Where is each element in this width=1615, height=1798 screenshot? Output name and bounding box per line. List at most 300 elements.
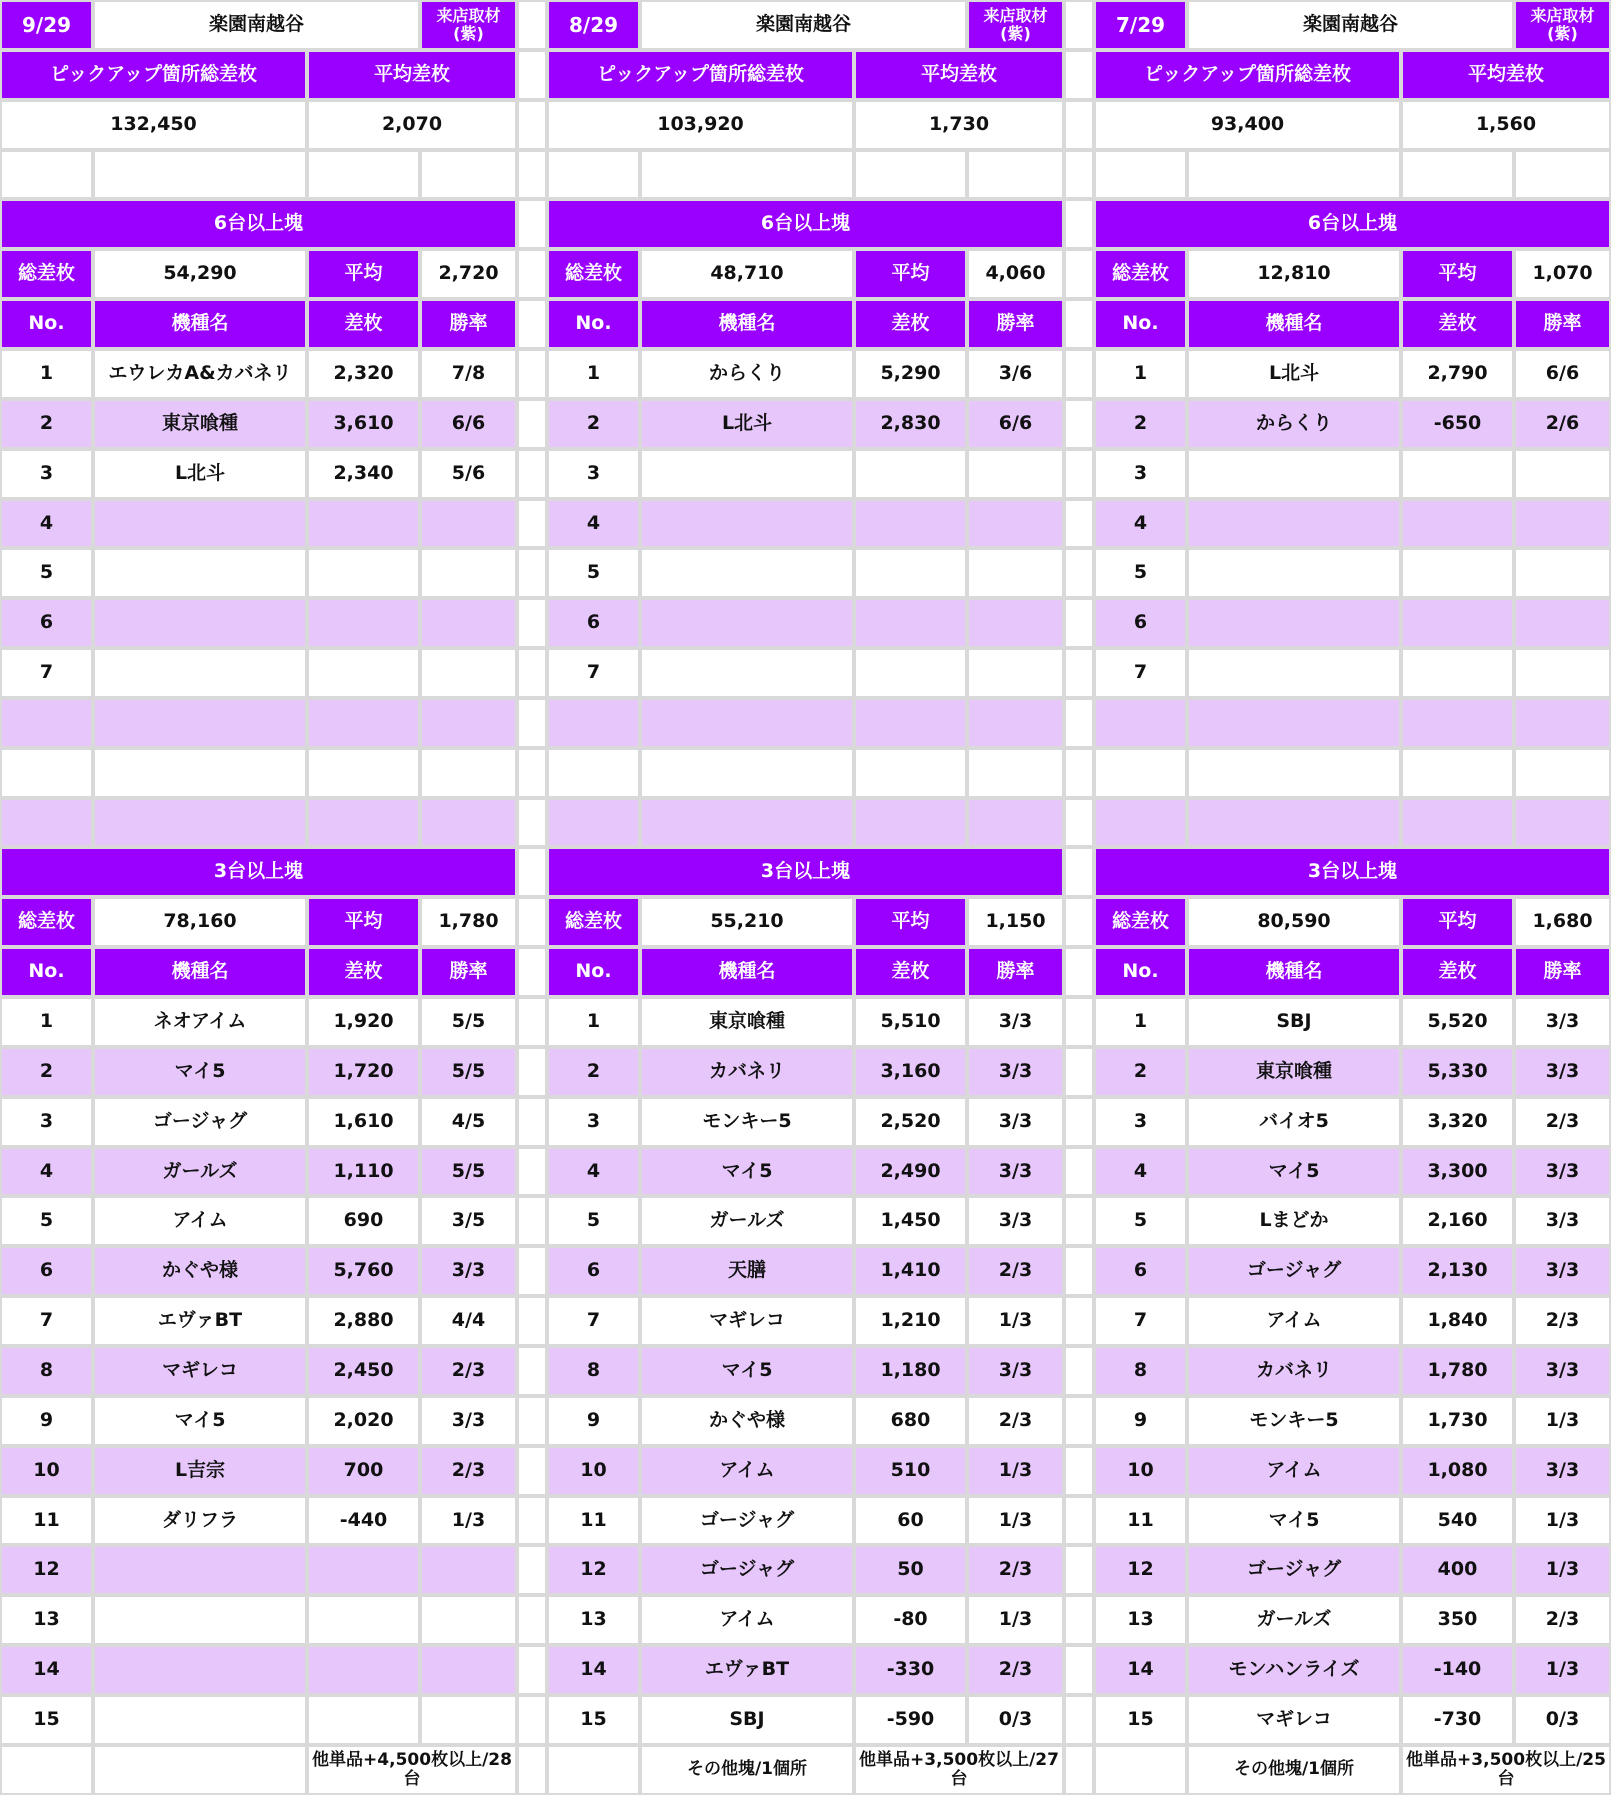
row-no: 13 xyxy=(547,1595,640,1645)
row-diff xyxy=(854,598,967,648)
row-winrate: 1/3 xyxy=(1514,1396,1611,1446)
row-diff: 2,020 xyxy=(307,1396,420,1446)
row-winrate xyxy=(1514,499,1611,548)
row-winrate: 1/3 xyxy=(967,1446,1064,1496)
row-model-name xyxy=(93,548,307,598)
row-diff: 1,720 xyxy=(307,1047,420,1097)
row-no xyxy=(0,698,93,748)
row-diff xyxy=(307,1595,420,1645)
row-model-name: マイ5 xyxy=(1187,1147,1401,1196)
row-winrate xyxy=(420,798,517,847)
pickup-total-header: ピックアップ箇所総差枚 xyxy=(0,50,307,100)
row-model-name xyxy=(1187,449,1401,499)
date-label: 9/29 xyxy=(0,0,93,50)
row-model-name: アイム xyxy=(93,1196,307,1246)
row-winrate xyxy=(967,748,1064,798)
six-plus-avg-label: 平均 xyxy=(1401,249,1514,299)
row-no: 4 xyxy=(0,499,93,548)
row-model-name xyxy=(640,648,854,698)
row-winrate xyxy=(1514,548,1611,598)
row-model-name: アイム xyxy=(640,1446,854,1496)
row-model-name xyxy=(93,1695,307,1745)
row-model-name xyxy=(1187,648,1401,698)
row-model-name: ゴージャグ xyxy=(93,1097,307,1147)
separator-cell xyxy=(1064,1346,1094,1396)
row-diff: 3,160 xyxy=(854,1047,967,1097)
row-diff: 2,340 xyxy=(307,449,420,499)
store-name: 楽園南越谷 xyxy=(640,0,967,50)
panel-separator xyxy=(1064,0,1094,1798)
three-plus-title: 3台以上塊 xyxy=(547,847,1064,897)
row-diff xyxy=(854,798,967,847)
separator-cell xyxy=(1064,1097,1094,1147)
row-no: 7 xyxy=(547,1296,640,1346)
separator-cell xyxy=(1064,249,1094,299)
separator-cell xyxy=(1064,150,1094,199)
row-no: 7 xyxy=(547,648,640,698)
row-model-name: アイム xyxy=(1187,1446,1401,1496)
row-diff xyxy=(1401,798,1514,847)
row-diff: 2,160 xyxy=(1401,1196,1514,1246)
row-winrate xyxy=(967,598,1064,648)
separator-cell xyxy=(517,1396,547,1446)
separator-cell xyxy=(517,1645,547,1695)
column-header-winrate: 勝率 xyxy=(967,299,1064,349)
separator-cell xyxy=(517,847,547,897)
column-header-diff: 差枚 xyxy=(1401,947,1514,997)
row-model-name: ガールズ xyxy=(1187,1595,1401,1645)
row-winrate xyxy=(967,449,1064,499)
row-model-name: マイ5 xyxy=(1187,1496,1401,1545)
separator-cell xyxy=(1064,1496,1094,1545)
row-model-name: 天膳 xyxy=(640,1246,854,1296)
row-model-name: ガールズ xyxy=(93,1147,307,1196)
row-winrate: 5/6 xyxy=(420,449,517,499)
six-plus-total-label: 総差枚 xyxy=(547,249,640,299)
six-plus-total-value: 48,710 xyxy=(640,249,854,299)
row-winrate: 1/3 xyxy=(967,1296,1064,1346)
row-winrate: 6/6 xyxy=(420,399,517,449)
row-model-name xyxy=(640,748,854,798)
row-winrate: 2/3 xyxy=(967,1645,1064,1695)
column-header-no: No. xyxy=(0,947,93,997)
three-plus-total-label: 総差枚 xyxy=(0,897,93,947)
three-plus-avg-value: 1,150 xyxy=(967,897,1064,947)
row-no: 4 xyxy=(0,1147,93,1196)
pickup-total-header: ピックアップ箇所総差枚 xyxy=(1094,50,1401,100)
row-diff: 1,730 xyxy=(1401,1396,1514,1446)
separator-cell xyxy=(517,798,547,847)
row-model-name: マギレコ xyxy=(93,1346,307,1396)
row-diff: 1,110 xyxy=(307,1147,420,1196)
row-winrate: 6/6 xyxy=(967,399,1064,449)
row-diff: 1,840 xyxy=(1401,1296,1514,1346)
separator-cell xyxy=(517,0,547,50)
row-no: 11 xyxy=(547,1496,640,1545)
separator-cell xyxy=(517,1446,547,1496)
row-diff: 1,080 xyxy=(1401,1446,1514,1496)
row-model-name xyxy=(640,449,854,499)
separator-cell xyxy=(1064,1396,1094,1446)
empty-cell xyxy=(307,150,420,199)
separator-cell xyxy=(517,1196,547,1246)
separator-cell xyxy=(517,1346,547,1396)
row-model-name xyxy=(93,598,307,648)
row-no: 1 xyxy=(0,997,93,1047)
row-diff: 2,520 xyxy=(854,1097,967,1147)
row-diff: 1,920 xyxy=(307,997,420,1047)
row-no: 13 xyxy=(0,1595,93,1645)
row-no: 9 xyxy=(1094,1396,1187,1446)
six-plus-avg-label: 平均 xyxy=(307,249,420,299)
row-model-name: L北斗 xyxy=(93,449,307,499)
column-header-winrate: 勝率 xyxy=(420,299,517,349)
row-diff: 1,450 xyxy=(854,1196,967,1246)
row-diff xyxy=(307,598,420,648)
row-diff: 2,830 xyxy=(854,399,967,449)
row-model-name xyxy=(1187,748,1401,798)
row-no: 2 xyxy=(0,399,93,449)
row-winrate: 1/3 xyxy=(1514,1645,1611,1695)
row-model-name: マギレコ xyxy=(1187,1695,1401,1745)
column-header-model: 機種名 xyxy=(1187,947,1401,997)
row-model-name xyxy=(93,1545,307,1595)
row-winrate xyxy=(1514,798,1611,847)
row-no: 8 xyxy=(0,1346,93,1396)
row-model-name: ゴージャグ xyxy=(640,1496,854,1545)
row-diff: 5,520 xyxy=(1401,997,1514,1047)
row-diff: 3,320 xyxy=(1401,1097,1514,1147)
separator-cell xyxy=(517,947,547,997)
separator-cell xyxy=(517,1695,547,1745)
row-no: 2 xyxy=(0,1047,93,1097)
row-winrate xyxy=(1514,648,1611,698)
column-header-winrate: 勝率 xyxy=(1514,299,1611,349)
row-winrate: 7/8 xyxy=(420,349,517,399)
footer-empty-cell xyxy=(1094,1745,1187,1795)
footer-note: 他単品+3,500枚以上/27台 xyxy=(854,1745,1064,1795)
row-no: 6 xyxy=(1094,598,1187,648)
six-plus-avg-label: 平均 xyxy=(854,249,967,299)
row-winrate xyxy=(1514,698,1611,748)
row-model-name xyxy=(93,798,307,847)
avg-diff-header: 平均差枚 xyxy=(854,50,1064,100)
row-model-name: ダリフラ xyxy=(93,1496,307,1545)
row-no: 3 xyxy=(1094,449,1187,499)
row-no: 15 xyxy=(0,1695,93,1745)
row-model-name: カバネリ xyxy=(1187,1346,1401,1396)
column-header-diff: 差枚 xyxy=(854,947,967,997)
row-winrate: 1/3 xyxy=(1514,1496,1611,1545)
column-header-diff: 差枚 xyxy=(307,947,420,997)
separator-cell xyxy=(517,50,547,100)
row-model-name: マイ5 xyxy=(640,1147,854,1196)
row-model-name: SBJ xyxy=(1187,997,1401,1047)
row-winrate xyxy=(967,499,1064,548)
row-winrate xyxy=(967,798,1064,847)
row-winrate: 1/3 xyxy=(1514,1545,1611,1595)
separator-cell xyxy=(517,449,547,499)
source-label: 来店取材(紫) xyxy=(420,0,517,50)
row-no: 14 xyxy=(547,1645,640,1695)
row-diff: -440 xyxy=(307,1496,420,1545)
column-header-winrate: 勝率 xyxy=(420,947,517,997)
row-model-name: バイオ5 xyxy=(1187,1097,1401,1147)
separator-cell xyxy=(1064,748,1094,798)
separator-cell xyxy=(1064,698,1094,748)
three-plus-total-value: 55,210 xyxy=(640,897,854,947)
six-plus-avg-value: 4,060 xyxy=(967,249,1064,299)
row-no: 1 xyxy=(1094,349,1187,399)
row-diff xyxy=(854,748,967,798)
row-model-name: マイ5 xyxy=(640,1346,854,1396)
row-winrate xyxy=(420,1695,517,1745)
row-winrate: 3/3 xyxy=(1514,1246,1611,1296)
row-no: 2 xyxy=(547,1047,640,1097)
row-model-name xyxy=(640,598,854,648)
row-diff: 2,790 xyxy=(1401,349,1514,399)
separator-cell xyxy=(1064,1595,1094,1645)
row-diff: 3,610 xyxy=(307,399,420,449)
row-diff xyxy=(1401,499,1514,548)
row-no: 15 xyxy=(1094,1695,1187,1745)
column-header-model: 機種名 xyxy=(640,299,854,349)
row-diff xyxy=(854,648,967,698)
row-no: 12 xyxy=(547,1545,640,1595)
row-diff xyxy=(307,648,420,698)
row-model-name: マイ5 xyxy=(93,1047,307,1097)
row-diff xyxy=(307,1695,420,1745)
row-model-name: L北斗 xyxy=(640,399,854,449)
separator-cell xyxy=(1064,199,1094,249)
pickup-total-value: 132,450 xyxy=(0,100,307,150)
row-no: 13 xyxy=(1094,1595,1187,1645)
column-header-no: No. xyxy=(1094,947,1187,997)
row-winrate: 5/5 xyxy=(420,1047,517,1097)
row-winrate xyxy=(967,648,1064,698)
avg-diff-header: 平均差枚 xyxy=(307,50,517,100)
separator-cell xyxy=(517,399,547,449)
row-diff xyxy=(1401,548,1514,598)
footer-other-blocks xyxy=(93,1745,307,1795)
separator-cell xyxy=(1064,1695,1094,1745)
row-model-name: モンハンライズ xyxy=(1187,1645,1401,1695)
avg-diff-value: 1,560 xyxy=(1401,100,1611,150)
row-model-name: マイ5 xyxy=(93,1396,307,1446)
empty-cell xyxy=(640,150,854,199)
row-model-name xyxy=(640,548,854,598)
separator-cell xyxy=(1064,598,1094,648)
row-diff: 690 xyxy=(307,1196,420,1246)
report-panel xyxy=(0,0,517,1798)
row-diff: 50 xyxy=(854,1545,967,1595)
row-diff xyxy=(1401,748,1514,798)
three-plus-avg-value: 1,780 xyxy=(420,897,517,947)
column-header-model: 機種名 xyxy=(93,947,307,997)
row-no: 11 xyxy=(1094,1496,1187,1545)
row-winrate xyxy=(420,648,517,698)
store-name: 楽園南越谷 xyxy=(93,0,420,50)
row-diff xyxy=(854,499,967,548)
row-winrate: 3/3 xyxy=(967,1097,1064,1147)
row-diff xyxy=(854,449,967,499)
separator-cell xyxy=(1064,548,1094,598)
three-plus-total-value: 80,590 xyxy=(1187,897,1401,947)
row-diff: -590 xyxy=(854,1695,967,1745)
separator-cell xyxy=(517,150,547,199)
row-diff xyxy=(307,1645,420,1695)
row-model-name xyxy=(640,798,854,847)
row-winrate: 3/3 xyxy=(967,1346,1064,1396)
six-plus-total-label: 総差枚 xyxy=(1094,249,1187,299)
row-model-name: 東京喰種 xyxy=(93,399,307,449)
row-model-name: カバネリ xyxy=(640,1047,854,1097)
six-plus-title: 6台以上塊 xyxy=(1094,199,1611,249)
row-diff xyxy=(307,499,420,548)
row-winrate xyxy=(967,698,1064,748)
row-model-name xyxy=(93,648,307,698)
row-winrate: 3/3 xyxy=(967,997,1064,1047)
separator-cell xyxy=(1064,997,1094,1047)
row-model-name: ゴージャグ xyxy=(1187,1545,1401,1595)
row-winrate: 2/3 xyxy=(420,1346,517,1396)
column-header-winrate: 勝率 xyxy=(967,947,1064,997)
row-no: 15 xyxy=(547,1695,640,1745)
row-model-name: L吉宗 xyxy=(93,1446,307,1496)
row-no: 3 xyxy=(0,1097,93,1147)
row-model-name: エヴァBT xyxy=(93,1296,307,1346)
row-no: 12 xyxy=(1094,1545,1187,1595)
row-diff: 510 xyxy=(854,1446,967,1496)
row-model-name: アイム xyxy=(640,1595,854,1645)
row-model-name: 東京喰種 xyxy=(640,997,854,1047)
footer-empty-cell xyxy=(547,1745,640,1795)
row-model-name xyxy=(93,698,307,748)
row-winrate: 2/3 xyxy=(967,1246,1064,1296)
row-model-name: エウレカA&カバネリ xyxy=(93,349,307,399)
separator-cell xyxy=(1064,1147,1094,1196)
row-diff: 2,450 xyxy=(307,1346,420,1396)
row-winrate: 2/3 xyxy=(420,1446,517,1496)
row-winrate: 3/3 xyxy=(1514,1196,1611,1246)
row-model-name xyxy=(93,1595,307,1645)
row-diff xyxy=(854,548,967,598)
row-winrate: 2/3 xyxy=(1514,1296,1611,1346)
separator-cell xyxy=(517,1097,547,1147)
row-no: 5 xyxy=(1094,548,1187,598)
separator-cell xyxy=(517,1545,547,1595)
row-no xyxy=(0,748,93,798)
footer-note: 他単品+4,500枚以上/28台 xyxy=(307,1745,517,1795)
separator-cell xyxy=(1064,0,1094,50)
six-plus-total-label: 総差枚 xyxy=(0,249,93,299)
row-diff: 3,300 xyxy=(1401,1147,1514,1196)
separator-cell xyxy=(517,598,547,648)
separator-cell xyxy=(1064,1645,1094,1695)
separator-cell xyxy=(517,1496,547,1545)
footer-empty-cell xyxy=(0,1745,93,1795)
row-diff: 1,610 xyxy=(307,1097,420,1147)
row-model-name xyxy=(640,698,854,748)
separator-cell xyxy=(1064,349,1094,399)
row-winrate: 1/3 xyxy=(967,1595,1064,1645)
row-model-name: ネオアイム xyxy=(93,997,307,1047)
row-no: 10 xyxy=(547,1446,640,1496)
row-no: 6 xyxy=(1094,1246,1187,1296)
row-diff: 1,410 xyxy=(854,1246,967,1296)
row-no: 4 xyxy=(1094,1147,1187,1196)
row-winrate: 4/5 xyxy=(420,1097,517,1147)
row-winrate xyxy=(420,1545,517,1595)
row-no: 7 xyxy=(1094,648,1187,698)
empty-cell xyxy=(1401,150,1514,199)
separator-cell xyxy=(517,1047,547,1097)
separator-cell xyxy=(1064,1246,1094,1296)
row-winrate xyxy=(1514,748,1611,798)
row-diff: -650 xyxy=(1401,399,1514,449)
row-diff: 2,130 xyxy=(1401,1246,1514,1296)
row-winrate xyxy=(967,548,1064,598)
row-winrate: 3/6 xyxy=(967,349,1064,399)
row-no: 5 xyxy=(547,1196,640,1246)
column-header-model: 機種名 xyxy=(640,947,854,997)
row-model-name: アイム xyxy=(1187,1296,1401,1346)
separator-cell xyxy=(1064,648,1094,698)
separator-cell xyxy=(517,1595,547,1645)
avg-diff-value: 2,070 xyxy=(307,100,517,150)
separator-cell xyxy=(1064,1047,1094,1097)
six-plus-avg-value: 2,720 xyxy=(420,249,517,299)
row-model-name: Lまどか xyxy=(1187,1196,1401,1246)
footer-other-blocks: その他塊/1個所 xyxy=(1187,1745,1401,1795)
row-model-name: からくり xyxy=(640,349,854,399)
empty-cell xyxy=(854,150,967,199)
row-no: 1 xyxy=(547,997,640,1047)
three-plus-avg-label: 平均 xyxy=(854,897,967,947)
row-winrate: 6/6 xyxy=(1514,349,1611,399)
row-winrate: 3/3 xyxy=(1514,1346,1611,1396)
row-winrate xyxy=(420,698,517,748)
row-no: 3 xyxy=(547,1097,640,1147)
column-header-winrate: 勝率 xyxy=(1514,947,1611,997)
empty-cell xyxy=(967,150,1064,199)
row-no: 4 xyxy=(547,499,640,548)
row-model-name: かぐや様 xyxy=(640,1396,854,1446)
row-diff xyxy=(307,548,420,598)
row-no xyxy=(0,798,93,847)
row-diff: 1,780 xyxy=(1401,1346,1514,1396)
row-no: 6 xyxy=(547,598,640,648)
row-winrate: 2/3 xyxy=(967,1545,1064,1595)
column-header-no: No. xyxy=(547,299,640,349)
column-header-diff: 差枚 xyxy=(307,299,420,349)
separator-cell xyxy=(1064,947,1094,997)
row-winrate: 2/6 xyxy=(1514,399,1611,449)
row-no: 2 xyxy=(547,399,640,449)
row-winrate xyxy=(420,598,517,648)
row-diff xyxy=(307,1545,420,1595)
row-winrate xyxy=(420,1645,517,1695)
row-diff: -730 xyxy=(1401,1695,1514,1745)
row-winrate: 0/3 xyxy=(967,1695,1064,1745)
row-winrate: 0/3 xyxy=(1514,1695,1611,1745)
separator-cell xyxy=(517,997,547,1047)
footer-other-blocks: その他塊/1個所 xyxy=(640,1745,854,1795)
row-diff: -330 xyxy=(854,1645,967,1695)
row-winrate: 1/3 xyxy=(420,1496,517,1545)
row-diff xyxy=(854,698,967,748)
row-no xyxy=(1094,748,1187,798)
